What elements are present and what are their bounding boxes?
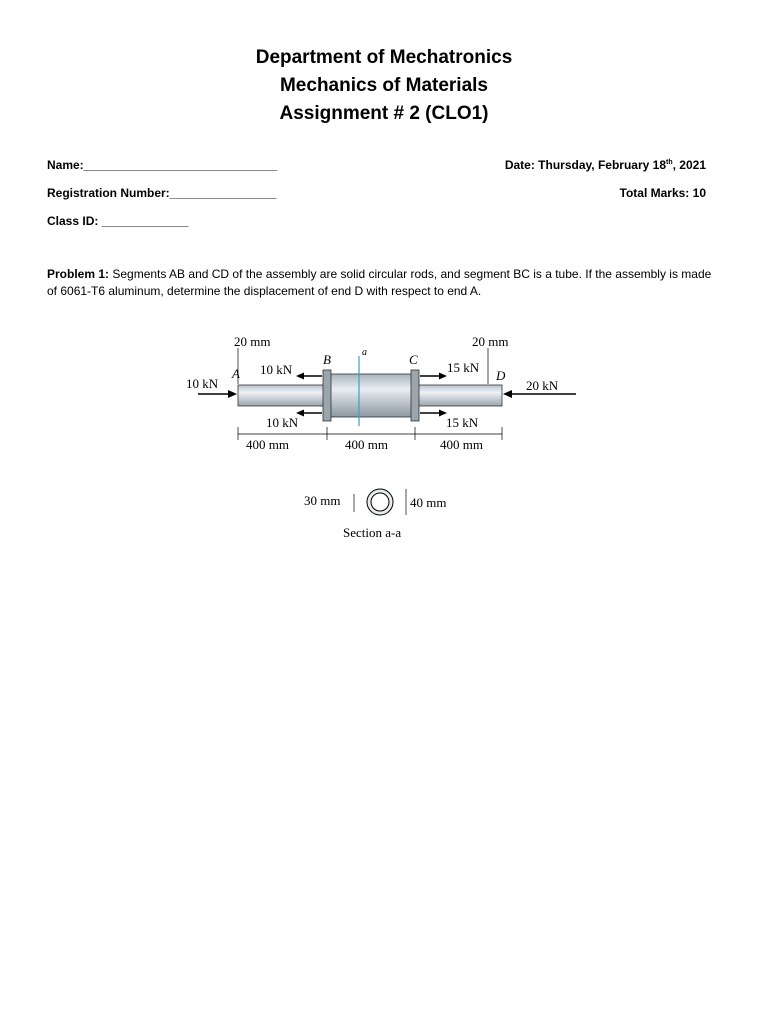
length-bc-label: 400 mm [345,437,388,452]
load-b-bottom-label: 10 kN [266,415,299,430]
length-ab-label: 400 mm [246,437,289,452]
dia-right-label: 20 mm [472,334,509,349]
tube-bc [330,374,416,417]
section-outer-dim-label: 40 mm [410,495,447,510]
date-suffix: , 2021 [672,158,706,172]
point-d-label: D [496,368,506,383]
total-marks: Total Marks: 10 [619,186,706,200]
load-a-label: 10 kN [186,376,219,391]
date-field [505,158,706,172]
point-b-label: B [323,352,331,367]
section-aa-figure [290,480,490,550]
length-cd-label: 400 mm [440,437,483,452]
flange-c [411,370,419,421]
document-header [0,44,768,128]
class-id-field: Class ID: _____________ [47,214,189,228]
rod-cd [418,385,502,406]
problem-statement [47,266,722,300]
load-b-top-arrowhead [296,373,304,380]
point-a-label: A [232,366,240,381]
problem-text: Segments AB and CD of the assembly are solid circular rods, and segment BC is a tube. If the assembly is made of 6061-T6 aluminum, determine the displacement of end D with respect to end A. [47,267,712,298]
name-field: Name:_____________________________ [47,158,278,172]
section-inner-dim-label: 30 mm [304,493,341,508]
problem-label: Problem 1: [47,267,110,281]
load-c-bottom-label: 15 kN [446,415,479,430]
date-ordinal: th [666,159,673,166]
point-c-label: C [409,352,418,367]
load-d-label: 20 kN [526,378,559,393]
course-title: Mechanics of Materials [279,75,489,96]
dia-left-label: 20 mm [234,334,271,349]
tube-inner-circle [371,493,389,511]
assembly-diagram [170,328,590,463]
registration-field: Registration Number:________________ [47,186,277,200]
rod-ab [238,385,328,406]
flange-b [323,370,331,421]
department-title: Department of Mechatronics [255,47,513,68]
date-prefix: Date: Thursday, February 18 [504,158,667,172]
section-label-a: a [362,347,367,358]
assignment-title: Assignment # 2 (CLO1) [279,103,489,124]
load-c-top-label: 15 kN [447,360,480,375]
load-d-arrowhead [503,390,512,398]
section-caption: Section a-a [343,525,402,540]
load-b-top-label: 10 kN [260,362,293,377]
load-c-top-arrowhead [439,373,447,380]
load-a-arrowhead [228,390,237,398]
